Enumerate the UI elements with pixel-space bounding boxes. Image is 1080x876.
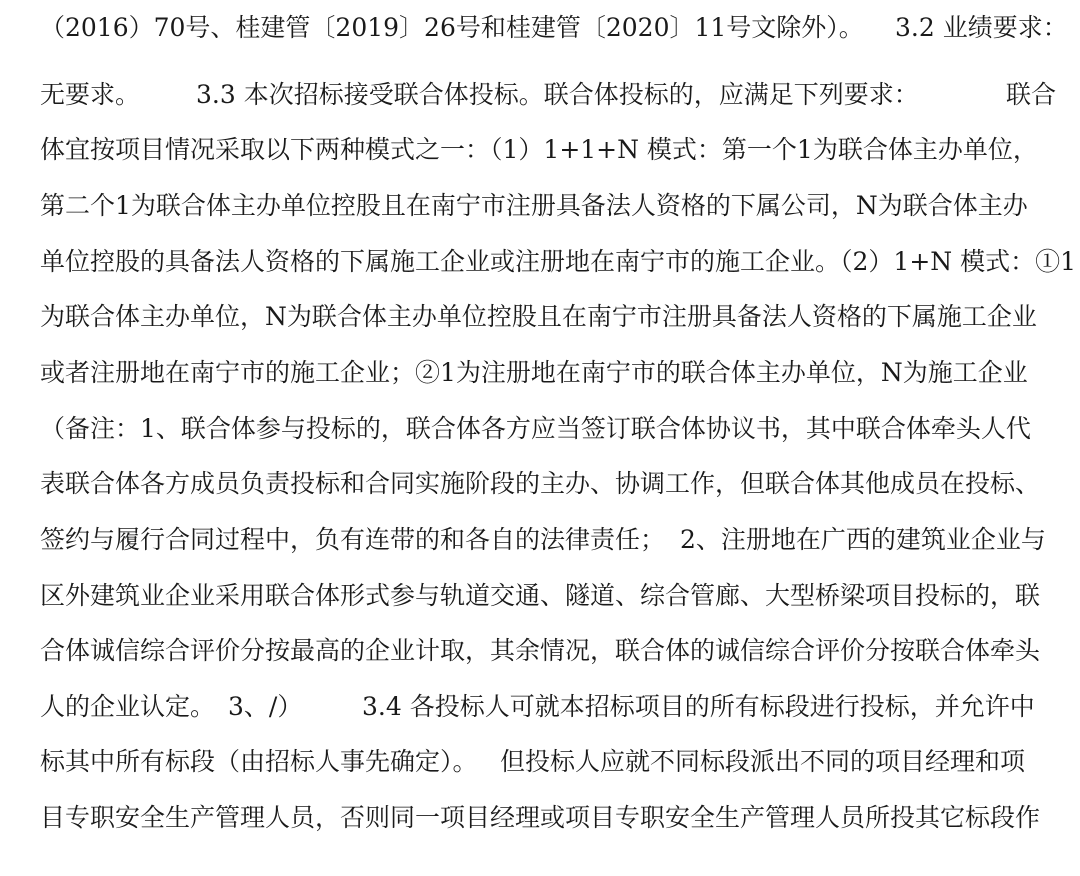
section-heading-3-4: 3.4 各投标人可就本招标项目的所有标段进行投标，并允许中 xyxy=(362,692,1035,721)
text-line xyxy=(0,464,1080,504)
line-text: 第二个1为联合体主办单位控股且在南宁市注册具备法人资格的下属公司，N为联合体主办 xyxy=(40,191,1028,220)
line-text: 签约与履行合同过程中，负有连带的和各自的法律责任； xyxy=(40,525,666,554)
line-text: 体宜按项目情况采取以下两种模式之一：（1）1+1+N 模式：第一个1为联合体主办单位， xyxy=(40,135,1038,164)
text-line xyxy=(0,798,1080,838)
text-line xyxy=(0,75,1080,115)
line-text: 目专职安全生产管理人员，否则同一项目经理或项目专职安全生产管理人员所投其它标段作 xyxy=(40,803,1041,832)
text-line xyxy=(0,687,1080,727)
line-text: 合体诚信综合评价分按最高的企业计取，其余情况，联合体的诚信综合评价分按联合体牵头 xyxy=(40,636,1041,665)
line-text: 2、注册地在广西的建筑业企业与 xyxy=(680,525,1046,554)
line-text: 无要求。 xyxy=(40,80,141,109)
text-line xyxy=(0,409,1080,449)
line-text: 标其中所有标段（由招标人事先确定）。 xyxy=(40,747,478,776)
section-heading-3-3: 3.3 本次招标接受联合体投标。联合体投标的，应满足下列要求： xyxy=(196,80,919,109)
text-line xyxy=(0,186,1080,226)
line-text: （备注：1、联合体参与投标的，联合体各方应当签订联合体协议书，其中联合体牵头人代 xyxy=(40,414,1031,443)
line-text: 人的企业认定。 xyxy=(40,692,216,721)
text-line xyxy=(0,8,1080,48)
line-text: 为联合体主办单位，N为联合体主办单位控股且在南宁市注册具备法人资格的下属施工企业 xyxy=(40,302,1037,331)
text-line xyxy=(0,130,1080,170)
line-text: （2016）70号、桂建管〔2019〕26号和桂建管〔2020〕11号文除外）。 xyxy=(40,13,864,42)
line-text: 3、/） xyxy=(228,692,303,721)
text-line xyxy=(0,576,1080,616)
text-line xyxy=(0,353,1080,393)
text-line xyxy=(0,242,1080,282)
line-text: 单位控股的具备法人资格的下属施工企业或注册地在南宁市的施工企业。（2）1+N 模式：①1 xyxy=(40,247,1076,276)
text-line xyxy=(0,297,1080,337)
line-text: 区外建筑业企业采用联合体形式参与轨道交通、隧道、综合管廊、大型桥梁项目投标的，联 xyxy=(40,581,1041,610)
line-text: 联合 xyxy=(1006,80,1057,109)
text-line xyxy=(0,742,1080,782)
line-text: 或者注册地在南宁市的施工企业；②1为注册地在南宁市的联合体主办单位，N为施工企业 xyxy=(40,358,1028,387)
line-text: 但投标人应就不同标段派出不同的项目经理和项 xyxy=(500,747,1026,776)
line-text: 表联合体各方成员负责投标和合同实施阶段的主办、协调工作，但联合体其他成员在投标、 xyxy=(40,469,1041,498)
section-heading-3-2: 3.2 业绩要求： xyxy=(895,13,1068,42)
text-line xyxy=(0,631,1080,671)
text-line xyxy=(0,520,1080,560)
